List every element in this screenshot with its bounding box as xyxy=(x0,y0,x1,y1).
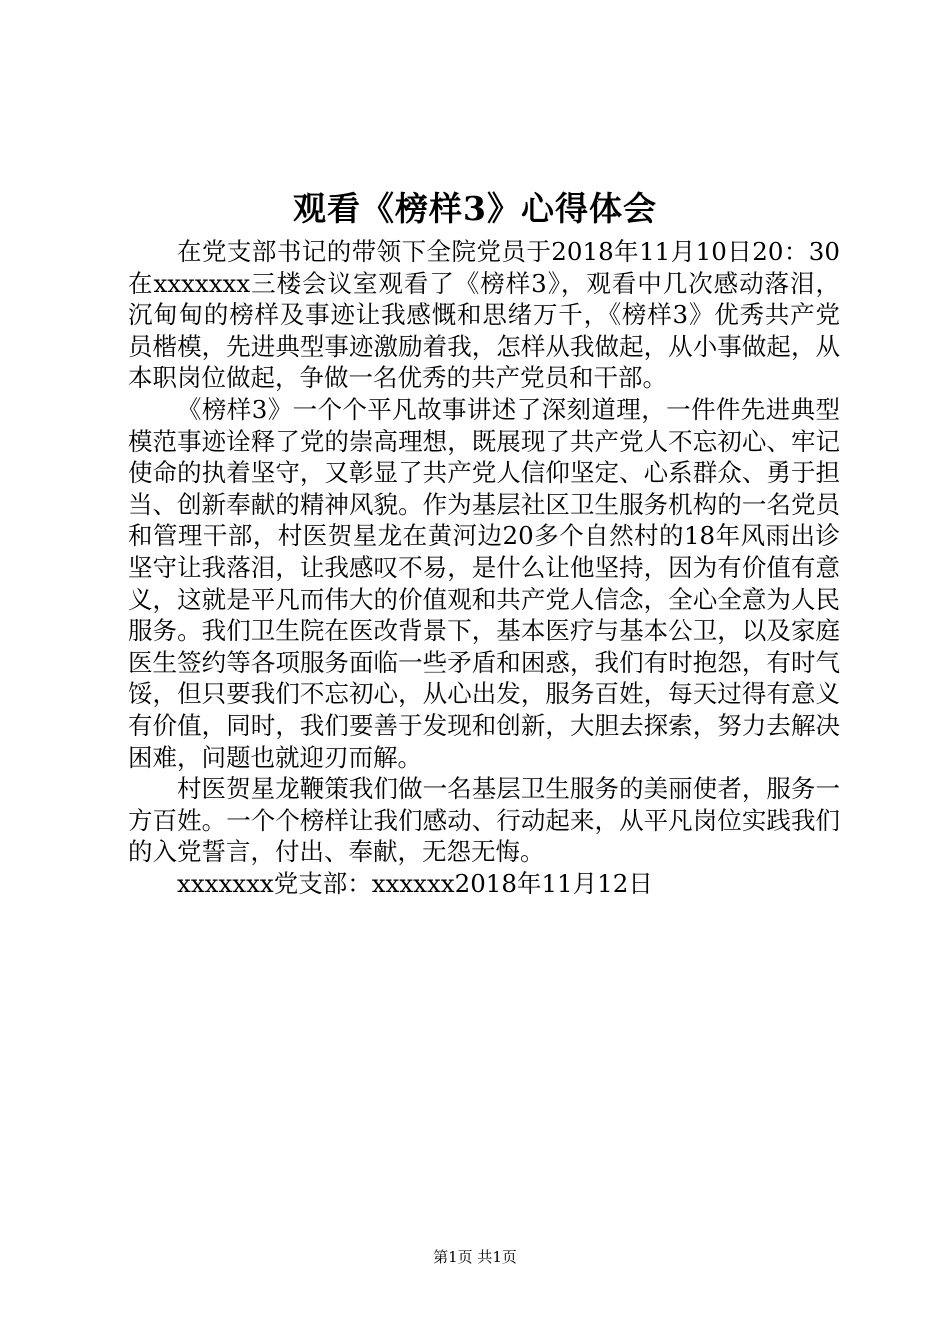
paragraph-1: 在党支部书记的带领下全院党员于2018年11月10日20：30在xxxxxxx三楼会议室观看了《榜样3》，观看中几次感动落泪，沉甸甸的榜样及事迹让我感慨和思绪万千，《榜样3》优秀共产党员楷模，先进典型事迹激励着我，怎样从我做起，从小事做起，从本职岗位做起，争做一名优秀的共产党员和干部。 xyxy=(128,237,840,393)
paragraph-3: 村医贺星龙鞭策我们做一名基层卫生服务的美丽使者，服务一方百姓。一个个榜样让我们感动、行动起来，从平凡岗位实践我们的入党誓言，付出、奉献，无怨无悔。 xyxy=(128,774,840,867)
page-title: 观看《榜样3》心得体会 xyxy=(293,189,657,228)
signature-line: xxxxxxx党支部：xxxxxx2018年11月12日 xyxy=(177,868,653,898)
paragraph-2: 《榜样3》一个个平凡故事讲述了深刻道理，一件件先进典型模范事迹诠释了党的崇高理想，既展现了共产党人不忘初心、牢记使命的执着坚守，又彰显了共产党人信仰坚定、心系群众、勇于担当、创新奉献的精神风貌。作为基层社区卫生服务机构的一名党员和管理干部，村医贺星龙在黄河边20多个自然村的18年风雨出诊坚守让我落泪，让我感叹不易，是什么让他坚持，因为有价值有意义，这就是平凡而伟大的价值观和共产党人信念，全心全意为人民服务。我们卫生院在医改背景下，基本医疗与基本公卫，以及家庭医生签约等各项服务面临一些矛盾和困惑，我们有时抱怨，有时气馁，但只要我们不忘初心，从心出发，服务百姓，每天过得有意义有价值，同时，我们要善于发现和创新，大胆去探索，努力去解决困难，问题也就迎刃而解。 xyxy=(128,394,840,772)
document-body xyxy=(128,236,840,899)
page-number-footer: 第1页 共1页 xyxy=(433,1248,517,1266)
